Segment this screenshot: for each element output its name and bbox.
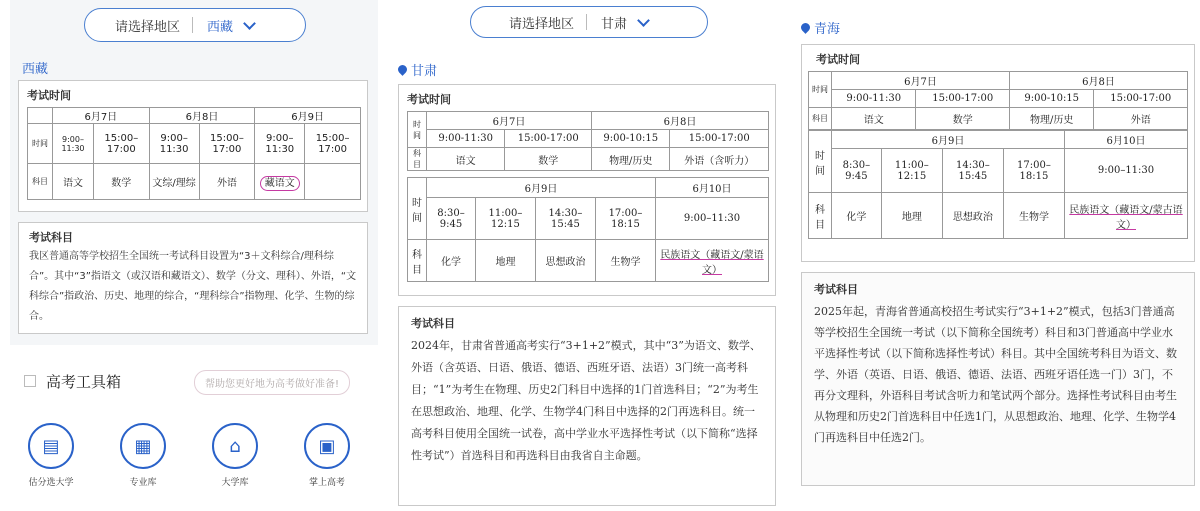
subject-cell: 语文 xyxy=(427,148,505,171)
schedule-table-1 xyxy=(407,111,769,171)
subject-cell: 化学 xyxy=(427,240,476,282)
tool-label: 估分选大学 xyxy=(28,478,74,488)
subjects-title: 考试科目 xyxy=(29,231,73,244)
tool-university-library[interactable] xyxy=(200,423,270,488)
tool-score-estimate[interactable] xyxy=(16,423,86,488)
exam-subjects-card xyxy=(398,306,776,506)
time-cell: 11:00–12:15 xyxy=(475,198,535,240)
time-cell: 17:00–18:15 xyxy=(1003,149,1064,193)
subject-cell: 地理 xyxy=(475,240,535,282)
time-header: 时间 xyxy=(28,124,53,164)
subject-cell: 生物学 xyxy=(595,240,655,282)
date-cell: 6月9日 xyxy=(832,131,1065,149)
time-cell: 15:00-17:00 xyxy=(670,130,769,148)
subject-cell-underlined: 民族语文（藏语文/蒙古语文） xyxy=(1065,193,1188,239)
time-cell: 9:00-10:15 xyxy=(1009,90,1093,108)
exam-schedule-card xyxy=(18,80,368,212)
time-header: 时间 xyxy=(809,72,832,108)
date-cell: 6月7日 xyxy=(53,108,150,124)
subjects-title: 考试科目 xyxy=(814,283,858,296)
subject-cell: 物理/历史 xyxy=(1009,108,1093,130)
region-title: 青海 xyxy=(814,22,841,37)
subject-cell: 外语 xyxy=(199,164,255,200)
document-icon: ▤ xyxy=(28,423,74,469)
time-cell: 15:00–17:00 xyxy=(199,124,255,164)
region-title: 西藏 xyxy=(22,62,49,77)
schedule-title: 考试时间 xyxy=(407,93,451,106)
time-cell: 15:00-17:00 xyxy=(916,90,1010,108)
subject-cell: 数学 xyxy=(916,108,1010,130)
subject-cell-underlined: 民族语文（藏语文/蒙语文） xyxy=(656,240,769,282)
tool-mobile-gaokao[interactable] xyxy=(292,423,362,488)
exam-schedule-card xyxy=(398,84,776,296)
chevron-down-icon[interactable] xyxy=(637,14,650,27)
date-cell: 6月8日 xyxy=(149,108,255,124)
gansu-panel xyxy=(388,0,788,511)
subject-cell: 化学 xyxy=(832,193,882,239)
time-cell: 9:00-11:30 xyxy=(832,90,916,108)
toolbox-hint: 帮助您更好地为高考做好准备! xyxy=(194,370,350,395)
subject-cell: 语文 xyxy=(53,164,94,200)
time-cell: 9:00–11:30 xyxy=(656,198,769,240)
location-pin-icon xyxy=(799,21,812,34)
xizang-panel xyxy=(10,0,378,511)
subject-cell: 外语（含听力） xyxy=(670,148,769,171)
subject-cell xyxy=(305,164,361,200)
schedule-table xyxy=(27,107,361,200)
time-cell: 9:00–11:30 xyxy=(1065,149,1188,193)
subject-header: 科目 xyxy=(408,148,427,171)
region-heading xyxy=(22,58,48,77)
subjects-text: 2024年，甘肃省普通高考实行“3+1+2”模式，其中“3”为语文、数学、外语（含英语、日语、俄语、德语、西班牙语、法语）3门统一高考科目；“1”为考生在物理、历史2门科目中选择的1门首选科目；“2”为考生在思想政治、地理、化学、生物学4门科目中选择的2门再选科目。统一高考科目使用全国统一试卷，高中学业水平选择性考试（以下简称“选择性考试”）首选科目和再选科目由我省自主命题。 xyxy=(411,339,761,462)
subject-cell: 文综/理综 xyxy=(149,164,199,200)
mobile-icon: ▣ xyxy=(304,423,350,469)
qinghai-panel xyxy=(797,0,1199,511)
subject-header: 科目 xyxy=(809,108,832,130)
time-cell: 9:00–11:30 xyxy=(255,124,305,164)
time-cell: 9:00-10:15 xyxy=(592,130,670,148)
tool-label: 掌上高考 xyxy=(308,478,345,488)
time-cell: 17:00–18:15 xyxy=(595,198,655,240)
region-heading xyxy=(398,60,437,79)
date-cell: 6月10日 xyxy=(656,178,769,198)
university-icon: ⌂ xyxy=(212,423,258,469)
schedule-title: 考试时间 xyxy=(816,53,860,66)
region-heading xyxy=(801,18,840,37)
image-placeholder-icon xyxy=(24,375,36,387)
schedule-title: 考试时间 xyxy=(27,89,71,102)
location-pin-icon xyxy=(396,63,409,76)
toolbox-title: 高考工具箱 xyxy=(46,373,122,391)
subject-header: 科目 xyxy=(408,240,427,282)
time-cell: 8:30–9:45 xyxy=(427,198,476,240)
region-selector-value: 甘肃 xyxy=(601,16,628,32)
region-selector[interactable] xyxy=(84,8,306,42)
exam-schedule-card xyxy=(801,44,1195,262)
time-cell: 9:00–11:30 xyxy=(149,124,199,164)
time-cell: 9:00-11:30 xyxy=(427,130,505,148)
schedule-table-2 xyxy=(407,177,769,282)
subject-cell: 语文 xyxy=(832,108,916,130)
subjects-text: 我区普通高等学校招生全国统一考试科目设置为“3＋文科综合/理科综合”。其中“3”指语文（或汉语和藏语文）、数学（分文、理科）、外语，“文科综合”指政治、历史、地理的综合，“理科综合”指物理、化学、生物的综合。 xyxy=(29,251,357,322)
date-cell: 6月8日 xyxy=(592,112,769,130)
region-selector[interactable] xyxy=(470,6,708,38)
subject-cell: 外语 xyxy=(1094,108,1188,130)
region-selector-label: 请选择地区 xyxy=(509,16,575,32)
calendar-grid-icon: ▦ xyxy=(120,423,166,469)
time-header: 时间 xyxy=(809,131,832,193)
exam-subjects-card xyxy=(801,272,1195,486)
time-cell: 9:00–11:30 xyxy=(53,124,94,164)
subject-header: 科目 xyxy=(809,193,832,239)
schedule-table-1 xyxy=(808,71,1188,130)
subject-cell-circled: 藏语文 xyxy=(260,176,300,191)
date-cell: 6月9日 xyxy=(255,108,361,124)
subject-cell: 物理/历史 xyxy=(592,148,670,171)
tool-major-library[interactable] xyxy=(108,423,178,488)
time-header: 时间 xyxy=(408,112,427,148)
subject-cell: 生物学 xyxy=(1003,193,1064,239)
subject-cell: 思想政治 xyxy=(942,193,1003,239)
subject-cell: 数学 xyxy=(505,148,592,171)
time-cell: 15:00–17:00 xyxy=(305,124,361,164)
time-cell: 15:00-17:00 xyxy=(1094,90,1188,108)
date-cell: 6月7日 xyxy=(832,72,1010,90)
region-selector-label: 请选择地区 xyxy=(115,19,181,35)
region-title: 甘肃 xyxy=(411,64,438,79)
date-cell: 6月7日 xyxy=(427,112,592,130)
time-header: 时间 xyxy=(408,178,427,240)
region-selector-value: 西藏 xyxy=(207,19,234,35)
date-cell: 6月10日 xyxy=(1065,131,1188,149)
date-cell: 6月9日 xyxy=(427,178,656,198)
time-cell: 15:00–17:00 xyxy=(93,124,149,164)
time-cell: 15:00-17:00 xyxy=(505,130,592,148)
tool-label: 专业库 xyxy=(129,478,157,488)
subject-cell: 数学 xyxy=(93,164,149,200)
date-cell: 6月8日 xyxy=(1009,72,1187,90)
subjects-title: 考试科目 xyxy=(411,317,455,330)
time-cell: 11:00–12:15 xyxy=(881,149,942,193)
chevron-down-icon[interactable] xyxy=(243,17,256,30)
subjects-text: 2025年起，青海省普通高校招生考试实行“3+1+2”模式，包括3门普通高等学校招生全国统一考试（以下简称全国统考）科目和3门普通高中学业水平选择性考试（以下简称选择性考试）科目。其中全国统考科目为语文、数学、外语（英语、日语、俄语、德语、法语、西班牙语任选一门）3门，不再分文理科，外语科目考试含听力和笔试两个部分。选择性考试科目由考生从物理和历史2门首选科目中任选1门，从思想政治、地理、化学、生物学4门再选科目中任选2门。 xyxy=(814,305,1177,444)
time-cell: 8:30–9:45 xyxy=(832,149,882,193)
subject-header: 科目 xyxy=(28,164,53,200)
time-cell: 14:30–15:45 xyxy=(535,198,595,240)
tool-label: 大学库 xyxy=(221,478,249,488)
subject-cell: 思想政治 xyxy=(535,240,595,282)
time-cell: 14:30–15:45 xyxy=(942,149,1003,193)
toolbox-section xyxy=(10,345,378,511)
subject-cell: 地理 xyxy=(881,193,942,239)
exam-subjects-card xyxy=(18,222,368,334)
schedule-table-2 xyxy=(808,130,1188,239)
